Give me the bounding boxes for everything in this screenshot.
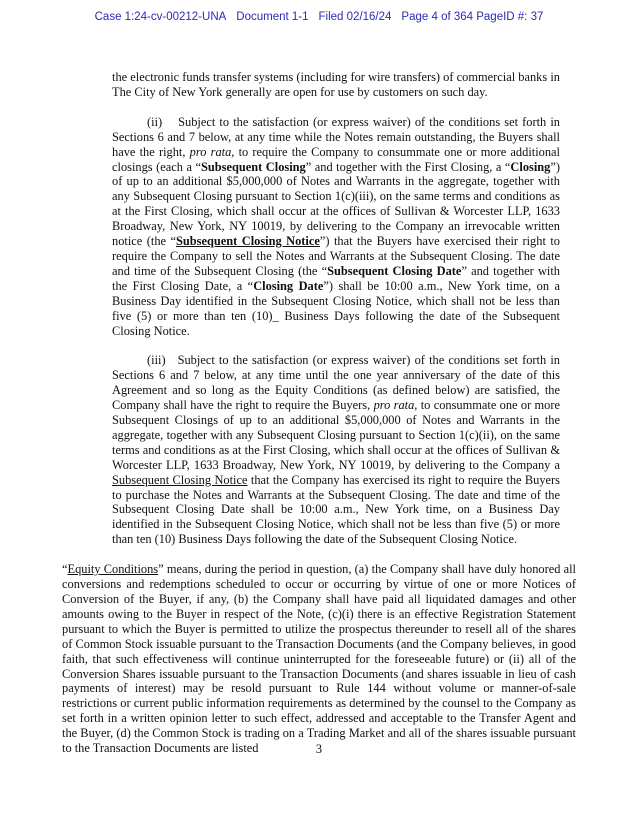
text-run: ”) shall be 10:00 a.m., New York time, on a Business Day identified in the Subsequent Closing Notice, which shall not be less than five (5) or more than ten (10)_ Business Days following the date of the Subsequent Closing Notice. [112,278,560,338]
header-part: Filed 02/16/24 [318,11,392,23]
text-run: ” and together with the First Closing Date, a “ [112,263,560,293]
defined-term-subsequent-closing-notice: Subsequent Closing Notice [175,234,320,249]
text-run: that the Company has exercised its right to require the Buyers to purchase the Notes and Warrants at the Subsequent Closing. The date and time of the Subsequent Closing Date shall be 10:00 a.m., New York time, on a Business Day identified in the Subsequent Closing Notice, which shall not be less than five (5) or more than ten (10) Business Days following the date of the Subsequent Closing Notice. [112,472,561,547]
para-intro [112,70,560,100]
defined-term-subsequent-closing-date: Subsequent Closing Date [327,263,462,278]
list-number-iii: (iii) [147,353,166,368]
text-run: the electronic funds transfer systems (including for wire transfers) of commercial banks in The City of New York generally are open for use by customers on such day. [112,70,560,99]
defined-term-subsequent-closing: Subsequent Closing [201,159,306,174]
text-run: , to require the Company to consummate one or more additional closings (each a “ [112,144,560,174]
list-number-ii: (ii) [147,114,163,129]
defined-term-equity-conditions: Equity Conditions [67,562,159,577]
defined-term-closing: Closing [510,159,551,174]
page-number: 3 [315,742,323,756]
header-part: Document 1-1 [236,11,309,23]
para-equity-conditions [62,562,576,756]
text-run: ”) of up to an additional $5,000,000 of Notes and Warrants in the aggregate, together with any Subsequent Closing pursuant to Section 1(c)(iii), on the same terms and conditions as at the First Closing, which shall occur at the offices of Sullivan & Worcester LLP, 1633 Broadway, New York, NY 10019, by delivering to the Company an irrevocable written notice (the “ [112,159,560,249]
text-run: to consummate one or more Subsequent Closings of up to an additional $5,000,000 of Notes and Warrants in the aggregate, together with any Subsequent Closing pursuant to Section 1(c)(ii), on the same terms and conditions as at the First Closing, which shall occur at the offices of Sullivan & Worcester LLP, 1633 Broadway, New York, NY 10019, by delivering to the Company a [112,398,560,472]
page-footer [0,742,638,757]
para-iii-company-right [112,353,560,547]
defined-term-closing-date: Closing Date [253,278,324,293]
text-run: pro rata [189,144,232,159]
header-part: Case 1:24-cv-00212-UNA [94,11,227,23]
text-run: Subject to the satisfaction (or express waiver) of the conditions set forth in Sections 6 and 7 below, at any time while the Notes remain outstanding, the Buyers shall have the right, [112,114,560,159]
text-run: ” and together with the First Closing, a “ [305,159,511,174]
para-ii-subsequent-closing [112,115,560,339]
text-run: Subject to the satisfaction (or express waiver) of the conditions set forth in Sections 6 and 7 below, at any time until the one year anniversary of the date of this Agreement and so long as the Equity Conditions (as defined below) are satisfied, the Company shall have the right to require the Buyers, [112,353,560,413]
case-header [0,0,638,23]
text-run: “ [62,562,68,577]
text-run: ” means, during the period in question, (a) the Company shall have duly honored all conversions and redemptions scheduled to occur or occurring by virtue of one or more Notices of Conversion of the Buyer, if any, (b) the Company shall have paid all liquidated damages and other amounts owing to the Buyer in respect of the Note, (c)(i) there is an effective Registration Statement pursuant to which the Buyer is permitted to utilize the prospectus thereunder to resell all of the shares of Common Stock issuable pursuant to the Transaction Documents (and the Company believes, in good faith, that such effectiveness will continue uninterrupted for the foreseeable future) or (ii) all of the Conversion Shares issuable pursuant to the Transaction Documents (and shares issuable in lieu of cash payments of interest) may be resold pursuant to Rule 144 without volume or manner-of-sale restrictions or current public information requirements as determined by the counsel to the Company as set forth in a written opinion letter to such effect, addressed and acceptable to the Transfer Agent and the Buyer, (d) the Common Stock is trading on a Trading Market and all of the shares issuable pursuant to the Transaction Documents are listed [62,562,576,756]
text-run: ”) that the Buyers have exercised their right to require the Company to sell the Notes and Warrants at the Subsequent Closing. The date and time of the Subsequent Closing (the “ [112,234,560,278]
document-body [62,70,576,756]
header-part: Page 4 of 364 PageID #: 37 [401,11,544,23]
term-subsequent-closing-notice: Subsequent Closing Notice [112,472,248,487]
text-run: pro rata, [373,398,418,413]
